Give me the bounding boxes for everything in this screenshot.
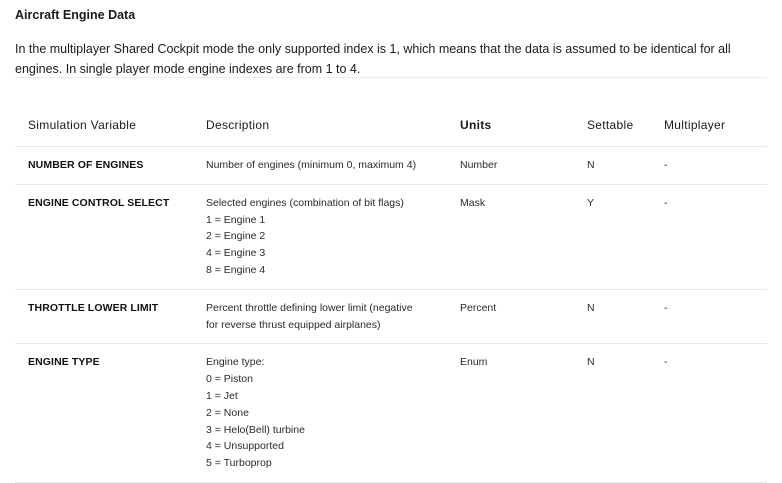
units-cell: Mask — [447, 184, 574, 289]
table-body — [15, 147, 767, 483]
multiplayer-cell: - — [651, 344, 767, 483]
description-line: Engine type: — [206, 356, 265, 369]
units-cell: Enum — [447, 344, 574, 483]
header-multiplayer: Multiplayer — [651, 104, 767, 147]
multiplayer-cell: - — [651, 184, 767, 289]
section-title: Aircraft Engine Data — [15, 8, 136, 22]
description-cell — [193, 344, 447, 483]
description-cell — [193, 289, 447, 344]
table-row — [15, 344, 767, 483]
settable-cell: N — [574, 289, 651, 344]
description-cell — [193, 147, 447, 185]
units-cell: Percent — [447, 289, 574, 344]
description-line: 1 = Engine 1 — [206, 213, 266, 226]
divider — [15, 77, 767, 78]
description-line: Number of engines (minimum 0, maximum 4) — [206, 159, 417, 171]
simvar-table — [15, 104, 767, 483]
multiplayer-cell: - — [651, 289, 767, 344]
description-line: Selected engines (combination of bit flags) — [206, 196, 404, 209]
description-line: for reverse thrust equipped airplanes) — [206, 318, 381, 331]
description-line: 1 = Jet — [206, 389, 238, 402]
description-line: Percent throttle defining lower limit (negative — [206, 301, 413, 314]
description-line: 5 = Turboprop — [206, 457, 272, 470]
description-line: 2 = None — [206, 406, 249, 419]
header-settable: Settable — [574, 104, 651, 147]
description-line: 2 = Engine 2 — [206, 230, 266, 243]
description-line: 8 = Engine 4 — [206, 263, 266, 276]
description-line: 4 = Unsupported — [206, 440, 284, 453]
settable-cell: Y — [574, 184, 651, 289]
variable-name-cell: ENGINE CONTROL SELECT — [15, 184, 193, 289]
description-line: 4 = Engine 3 — [206, 247, 266, 260]
variable-name-cell: NUMBER OF ENGINES — [15, 147, 193, 185]
settable-cell: N — [574, 147, 651, 185]
header-units: Units — [447, 104, 574, 147]
description-line: 3 = Helo(Bell) turbine — [206, 423, 305, 436]
table-row — [15, 147, 767, 185]
table-header-row — [15, 104, 767, 147]
intro-paragraph: In the multiplayer Shared Cockpit mode the only supported index is 1, which means that the data is assumed to be identical for all engines. In single player mode engine indexes are from 1 to 4. — [15, 42, 731, 76]
multiplayer-cell: - — [651, 147, 767, 185]
description-cell — [193, 184, 447, 289]
units-cell: Number — [447, 147, 574, 185]
table-row — [15, 289, 767, 344]
variable-name-cell: ENGINE TYPE — [15, 344, 193, 483]
description-line: 0 = Piston — [206, 373, 253, 386]
header-description: Description — [193, 104, 447, 147]
settable-cell: N — [574, 344, 651, 483]
variable-name-cell: THROTTLE LOWER LIMIT — [15, 289, 193, 344]
header-simulation-variable: Simulation Variable — [15, 104, 193, 147]
table-row — [15, 184, 767, 289]
